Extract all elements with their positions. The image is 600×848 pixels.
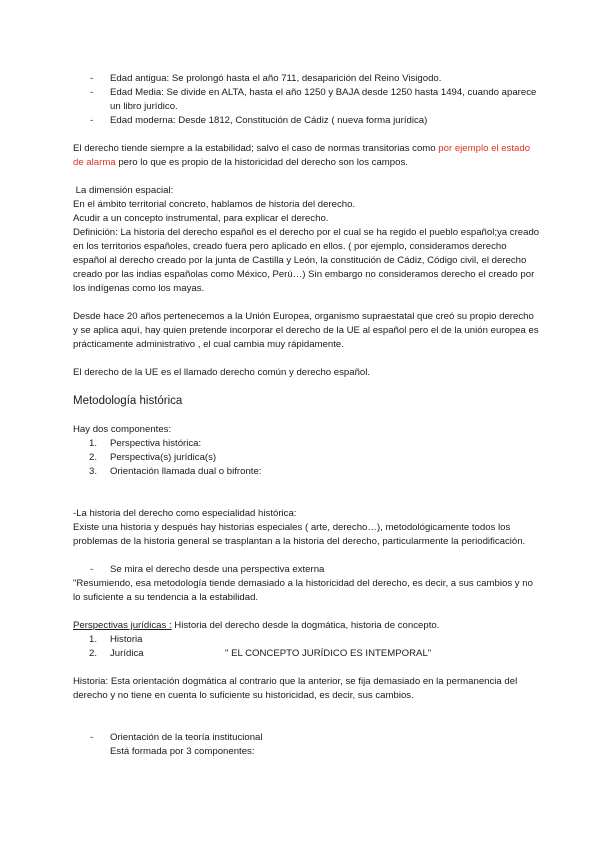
list-item: 1. Historia [89,634,143,645]
highlighted-text: por ejemplo el estado de alarma [73,143,531,168]
stability-paragraph: El derecho tiende siempre a la estabilidad; salvo el caso de normas transitorias como por ejemplo el estado de alarma pero lo que es propio de la historicidad del derecho son los campos. [73,143,531,168]
list-item: - Edad moderna: Desde 1812, Constitución de Cádiz ( nueva forma jurídica) [73,114,540,128]
list-item: 1. Perspectiva histórica: [89,438,202,449]
section-heading: Metodología histórica [73,395,183,407]
paragraph: Hay dos componentes: [73,424,172,435]
section-title: La dimensión espacial: [73,185,174,196]
ue-paragraph: Desde hace 20 años pertenecemos a la Unión Europea, organismo supraestatal que creó su propio derecho y se aplica aquí, hay quien pretende incorporar el derecho de la UE al español pero el de la unión europea es prácticamente administrativo , el cual cambia muy rápidamente. [73,311,539,350]
periods-list [73,72,540,128]
section-title: -La historia del derecho como especialidad histórica: [73,508,297,519]
definition-paragraph: Definición: La historia del derecho español es el derecho por el cual se ha regido el pueblo español;ya creado en los territorios españoles, creado fuera pero aplicado en ellos. ( por ejemplo, consideramos derecho español al derecho creado por la junta de Castilla y León, la constitución de Cádiz, Código civil, el derecho creado por las indias españolas como México, Perú…) Sin embargo no consideramos derecho el creado por los indígenas como los mayas. [73,227,540,294]
paragraph: En el ámbito territorial concreto, hablamos de historia del derecho. [73,199,356,210]
perspectivas-list [73,633,540,661]
list-item: - Edad Media: Se divide en ALTA, hasta el año 1250 y BAJA desde 1250 hasta 1494, cuando aparece un libro jurídico. [73,86,540,114]
list-item: - Se mira el derecho desde una perspectiva externa [73,563,540,577]
paragraph: Acudir a un concepto instrumental, para explicar el derecho. [73,213,329,224]
perspectivas-line: Perspectivas jurídicas : Historia del derecho desde la dogmática, historia de concepto. [73,620,440,631]
perspective-list [73,563,540,577]
ue-paragraph-2: El derecho de la UE es el llamado derecho común y derecho español. [73,367,371,378]
paragraph: Historia: Esta orientación dogmática al contrario que la anterior, se fija demasiado en la permanencia del derecho y no tiene en cuenta lo suficiente su historicidad, es decir, sus cambios. [73,676,518,701]
list-item: - Edad antigua: Se prolongó hasta el año 711, desaparición del Reino Visigodo. [73,72,540,86]
components-list [73,437,540,479]
list-item: 2. Jurídica " EL CONCEPTO JURÍDICO ES INTEMPORAL" [89,648,432,659]
list-item: 3. Orientación llamada dual o bifronte: [89,466,262,477]
institutional-list [73,731,540,759]
underlined-label: Perspectivas jurídicas : [73,620,172,631]
paragraph: Existe una historia y después hay historias especiales ( arte, derecho…), metodológicamente todos los problemas de la historia general se trasplantan a la historia del derecho, particularmente la periodificación. [73,522,526,547]
list-item: 2. Perspectiva(s) jurídica(s) [89,452,217,463]
paragraph: "Resumiendo, esa metodología tiende demasiado a la historicidad del derecho, es decir, a sus cambios y no lo suficiente a su tendencia a la estabilidad. [73,578,533,603]
list-item: - Orientación de la teoría institucional Está formada por 3 componentes: [73,731,540,759]
